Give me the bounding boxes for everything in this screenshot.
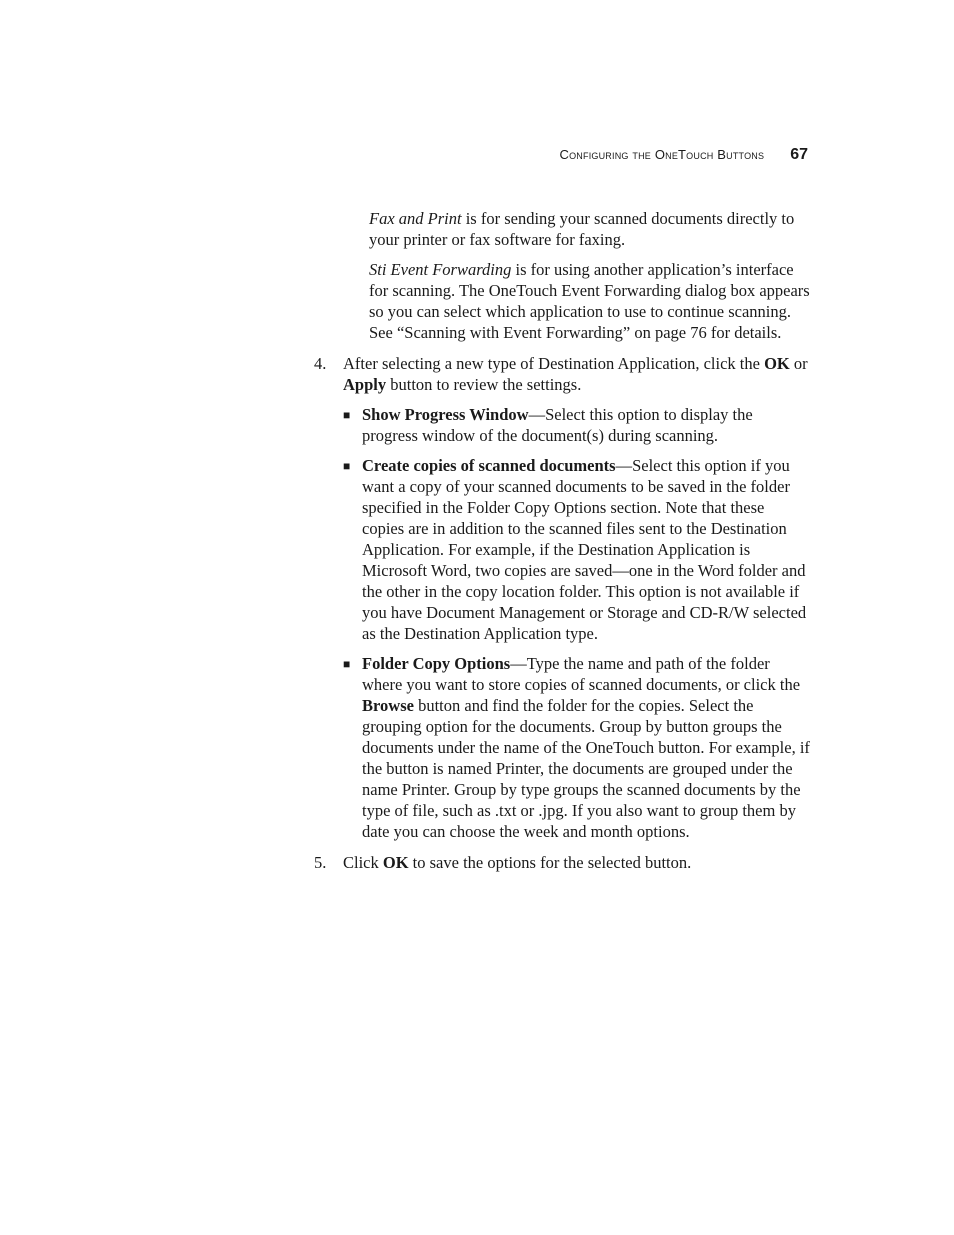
bullet-create-copies <box>343 455 810 644</box>
step-text: Click OK to save the options for the selected button. <box>343 853 692 872</box>
paragraph-fax-and-print <box>369 208 810 250</box>
page-body <box>310 208 810 882</box>
page-number: 67 <box>790 146 808 163</box>
ok-label: OK <box>764 354 790 373</box>
paragraph-sti-event-forwarding <box>369 259 810 343</box>
apply-label: Apply <box>343 375 387 394</box>
bullet-text: Show Progress Window—Select this option to display the progress window of the document(s) during scanning. <box>362 405 753 445</box>
step-4 <box>310 353 810 395</box>
bullet-square-icon: ■ <box>343 459 351 473</box>
paragraph-text: is for sending your scanned documents directly to your printer or fax software for faxing. <box>369 209 795 249</box>
step-5 <box>310 852 810 873</box>
paragraph-text: is for using another application’s interface for scanning. The OneTouch Event Forwarding dialog box appears so you can select which application to use to continue scanning. See “Scanning with Event Forwarding” on page 76 for details. <box>369 260 810 342</box>
bullet-show-progress-window <box>343 404 810 446</box>
term-sti-event-forwarding: Sti Event Forwarding <box>369 260 512 279</box>
term-fax-and-print: Fax and Print <box>369 209 462 228</box>
step-number: 4. <box>314 354 327 373</box>
bullet-term: Show Progress Window <box>362 405 529 424</box>
bullet-text: Folder Copy Options—Type the name and path of the folder where you want to store copies of scanned documents, or click the Browse button and find the folder for the copies. Select the grouping option for the documents. Group by button groups the documents under the name of the OneTouch button. For example, if the button is named Printer, the documents are grouped under the name Printer. Group by type groups the scanned documents by the type of file, such as .txt or .jpg. If you also want to group them by date you can choose the week and month options. <box>362 654 810 841</box>
step-text: After selecting a new type of Destination Application, click the OK or Apply button to review the settings. <box>343 354 808 394</box>
ok-label: OK <box>382 853 409 872</box>
bullet-term: Create copies of scanned documents <box>362 456 616 475</box>
section-title: Configuring the OneTouch Buttons <box>559 147 765 162</box>
browse-label: Browse <box>362 696 414 715</box>
bullet-text: Create copies of scanned documents—Select this option if you want a copy of your scanned documents to be saved in the folder specified in the Folder Copy Options section. Note that these copies are in addition to the scanned files sent to the Destination Application. For example, if the Destination Application is Microsoft Word, two copies are saved—one in the Word folder and the other in the copy location folder. This option is not available if you have Document Management or Storage and CD-R/W selected as the Destination Application type. <box>362 456 807 643</box>
running-head <box>560 146 808 164</box>
bullet-square-icon: ■ <box>343 408 351 422</box>
bullet-square-icon: ■ <box>343 657 351 671</box>
bullet-term: Folder Copy Options <box>362 654 511 673</box>
bullet-folder-copy-options <box>343 653 810 842</box>
step-number: 5. <box>314 853 327 872</box>
